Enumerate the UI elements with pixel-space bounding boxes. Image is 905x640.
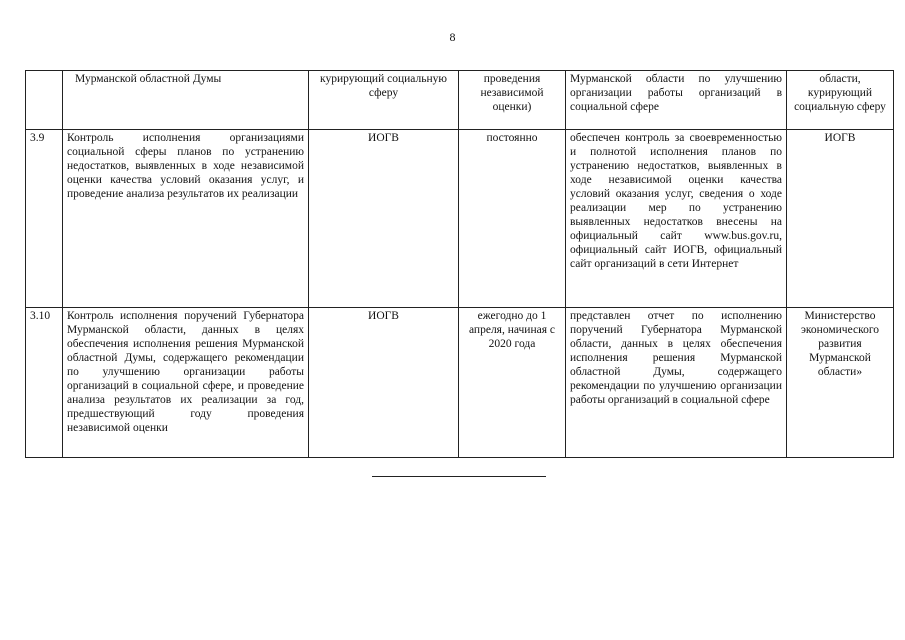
cell-responsible: курирующий социальную сферу [309, 71, 459, 130]
closing-divider [372, 476, 546, 477]
measures-table [25, 70, 894, 458]
table-row [26, 308, 894, 458]
cell-result: обеспечен контроль за своевременностью и полнотой исполнения планов по устранению недостатков, выявленных в ходе независимой оценки качества условий оказания услуг, сведения о ходе реализации мер по устранению выявленных недостатков внесены на официальный сайт www.bus.gov.ru, официальный сайт ИОГВ, официальный сайт организаций в сети Интернет [566, 130, 787, 308]
cell-result: представлен отчет по исполнению поручений Губернатора Мурманской области, данных в целях обеспечения исполнения решения Мурманской областной Думы, содержащего рекомендации по улучшению организации работы организаций в социальной сфере [566, 308, 787, 458]
cell-responsible-final: Министерство экономического развития Мурманской области» [787, 308, 894, 458]
table-row [26, 130, 894, 308]
cell-num: 3.9 [26, 130, 63, 308]
cell-responsible-final: области, курирующий социальную сферу [787, 71, 894, 130]
cell-deadline: постоянно [459, 130, 566, 308]
cell-description: Мурманской областной Думы [63, 71, 309, 130]
cell-description: Контроль исполнения организациями социальной сферы планов по устранению недостатков, выявленных в ходе независимой оценки качества условий оказания услуг, и проведение анализа результатов их реализации [63, 130, 309, 308]
cell-description: Контроль исполнения поручений Губернатора Мурманской области, данных в целях обеспечения исполнения решения Мурманской областной Думы, содержащего рекомендации по улучшению организации работы организаций в социальной сфере, и проведение анализа результатов их реализации за год, предшествующий году проведения независимой оценки [63, 308, 309, 458]
cell-responsible-final: ИОГВ [787, 130, 894, 308]
cell-num [26, 71, 63, 130]
cell-deadline: проведения независимой оценки) [459, 71, 566, 130]
cell-result: Мурманской области по улучшению организации работы организаций в социальной сфере [566, 71, 787, 130]
page-number: 8 [449, 30, 456, 44]
cell-responsible: ИОГВ [309, 130, 459, 308]
table-row-continuation [26, 71, 894, 130]
cell-deadline: ежегодно до 1 апреля, начиная с 2020 года [459, 308, 566, 458]
cell-responsible: ИОГВ [309, 308, 459, 458]
cell-num: 3.10 [26, 308, 63, 458]
